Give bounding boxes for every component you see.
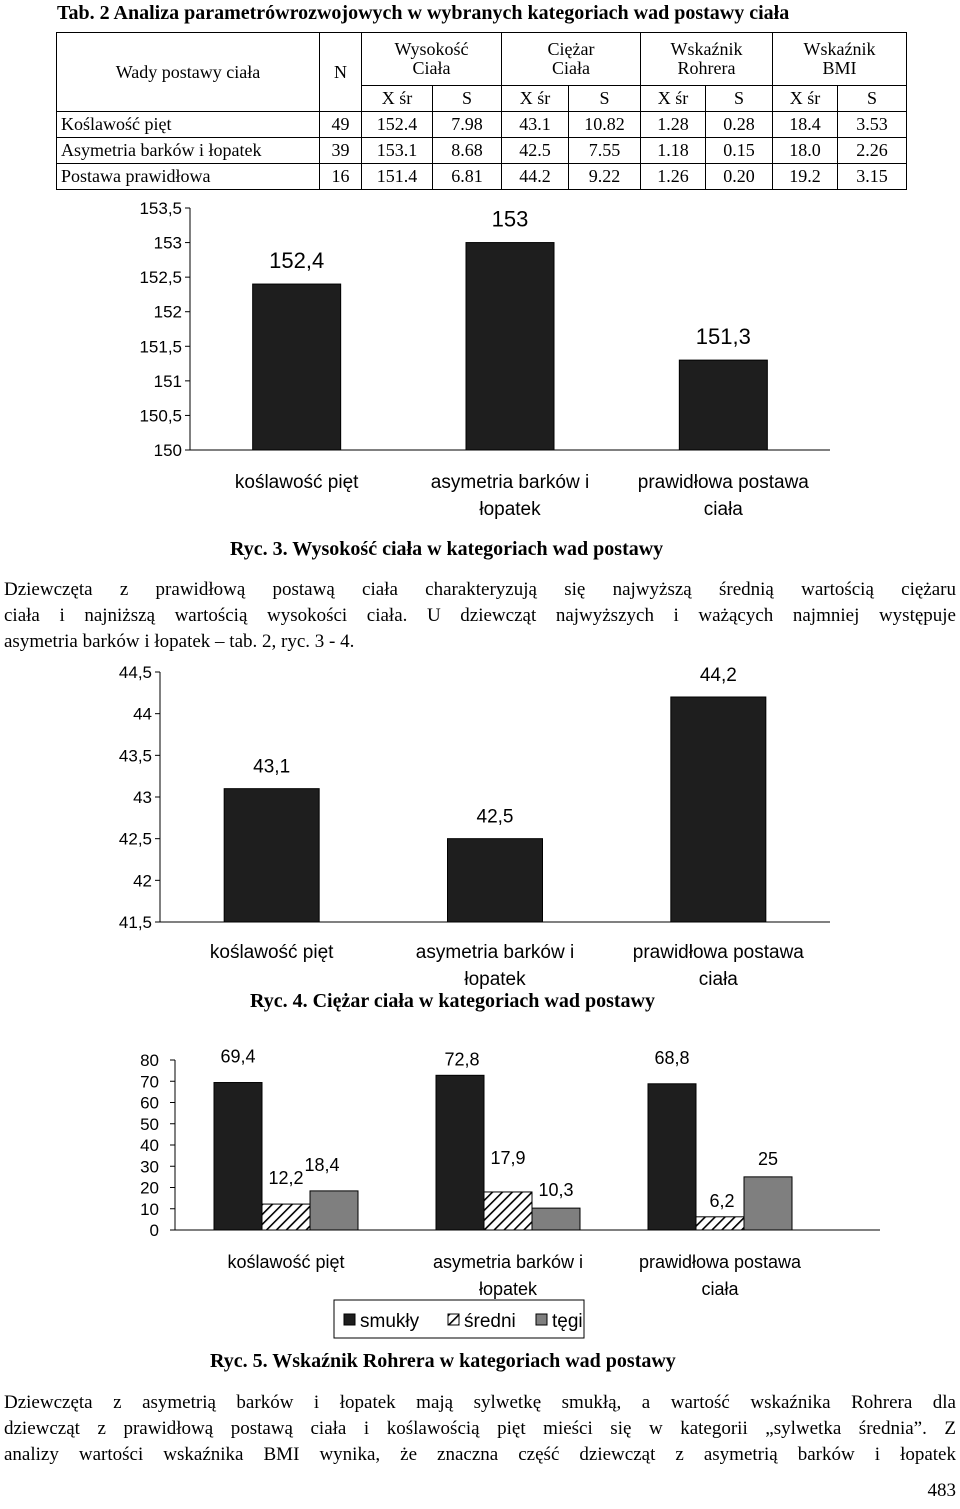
- paragraph-line: dziewcząt z prawidłową postawą ciała i koślawością pięt mieści się w kategorii „sylwetka średnia”. Z: [4, 1418, 956, 1439]
- table-cell: 9.22: [569, 164, 641, 190]
- category-label: prawidłowa postawa: [632, 942, 804, 963]
- table-cell: 3.15: [838, 164, 907, 190]
- weight-chart: [0, 655, 960, 995]
- bar: [310, 1191, 358, 1230]
- category-label: koślawość pięt: [209, 942, 334, 963]
- category-label: ciała: [701, 1279, 739, 1299]
- table-cell: 8.68: [433, 138, 502, 164]
- header-rohrer-l1: Wskaźnik: [670, 39, 743, 60]
- y-tick-label: 70: [140, 1072, 159, 1092]
- y-tick-label: 42,5: [118, 829, 152, 849]
- data-label: 12,2: [268, 1168, 304, 1189]
- category-label: koślawość pięt: [227, 1252, 345, 1272]
- table-cell: 1.28: [641, 112, 706, 138]
- bar: [648, 1084, 696, 1230]
- parameters-table: [56, 32, 907, 190]
- bar: [436, 1075, 484, 1230]
- table-caption: Tab. 2 Analiza parametrówrozwojowych w wybranych kategoriach wad postawy ciała: [57, 2, 790, 24]
- data-label: 151,3: [695, 324, 751, 350]
- header-height-l1: Wysokość: [394, 39, 469, 60]
- bar: [224, 789, 319, 922]
- table-cell: 3.53: [838, 112, 907, 138]
- y-tick-label: 42: [133, 871, 152, 891]
- paragraph-line: ciała i najniższą wartością wysokości ciała. U dziewcząt najwyższych i ważących najmniej występuje: [4, 605, 956, 626]
- table-row: [57, 112, 907, 138]
- category-label: asymetria barków i: [432, 1252, 584, 1272]
- y-tick-label: 41,5: [118, 913, 152, 932]
- table-cell: 0.28: [706, 112, 773, 138]
- y-tick-label: 150,5: [139, 406, 182, 426]
- table-cell: 0.15: [706, 138, 773, 164]
- row-label: Postawa prawidłowa: [57, 164, 320, 190]
- data-label: 10,3: [538, 1180, 574, 1201]
- y-tick-label: 44,5: [118, 663, 152, 682]
- bar: [532, 1208, 580, 1230]
- subheader-cell: X śr: [773, 86, 838, 112]
- paragraph-line: Dziewczęta z prawidłową postawą ciała charakteryzują się najwyższą średnią wartością ciężaru: [4, 579, 956, 600]
- header-weight-l1: Ciężar: [547, 39, 595, 60]
- figure-4-caption: Ryc. 4. Ciężar ciała w kategoriach wad postawy: [250, 990, 655, 1012]
- subheader-cell: S: [569, 86, 641, 112]
- category-label: łopatek: [479, 499, 541, 520]
- y-tick-label: 60: [140, 1093, 159, 1113]
- figure-3-caption: Ryc. 3. Wysokość ciała w kategoriach wad postawy: [230, 538, 664, 560]
- table-cell: 42.5: [502, 138, 569, 164]
- y-tick-label: 50: [140, 1114, 159, 1134]
- y-tick-label: 80: [140, 1051, 159, 1070]
- category-label: asymetria barków i: [430, 472, 590, 493]
- category-label: ciała: [698, 969, 738, 990]
- height-chart-svg: [0, 190, 960, 530]
- data-label: 68,8: [654, 1047, 690, 1068]
- data-label: 25: [757, 1148, 779, 1169]
- header-height-l2: Ciała: [412, 58, 451, 78]
- height-chart: [0, 190, 960, 530]
- paragraph-line: Dziewczęta z asymetrią barków i łopatek mają sylwetkę smukłą, a wartość wskaźnika Rohrera dla: [4, 1392, 956, 1413]
- row-label: Asymetria barków i łopatek: [57, 138, 320, 164]
- header-n: N: [320, 33, 362, 112]
- legend-label: średni: [464, 1311, 516, 1332]
- y-tick-label: 153,5: [139, 199, 182, 218]
- table-cell: 19.2: [773, 164, 838, 190]
- y-tick-label: 43,5: [118, 746, 152, 766]
- category-label: ciała: [703, 499, 743, 520]
- header-rohrer-l2: Rohrera: [677, 58, 736, 78]
- legend-swatch: [536, 1314, 547, 1325]
- data-label: 69,4: [220, 1046, 256, 1067]
- row-n: 16: [320, 164, 362, 190]
- table-cell: 43.1: [502, 112, 569, 138]
- table-cell: 153.1: [362, 138, 433, 164]
- page-number: 483: [927, 1480, 956, 1501]
- category-label: łopatek: [464, 969, 526, 990]
- header-weight-l2: Ciała: [552, 58, 590, 78]
- bar: [466, 243, 554, 450]
- table-cell: 6.81: [433, 164, 502, 190]
- y-tick-label: 40: [140, 1136, 159, 1155]
- weight-chart-svg: [0, 655, 960, 995]
- paragraph-2: [4, 1390, 956, 1468]
- table-cell: 44.2: [502, 164, 569, 190]
- row-n: 39: [320, 138, 362, 164]
- y-tick-label: 153: [153, 233, 182, 253]
- legend-label: smukły: [360, 1311, 420, 1332]
- y-tick-label: 44: [133, 704, 152, 724]
- header-bmi-l1: Wskaźnik: [803, 39, 876, 60]
- table-cell: 151.4: [362, 164, 433, 190]
- bar: [262, 1204, 310, 1230]
- table-cell: 2.26: [838, 138, 907, 164]
- bar: [253, 284, 341, 450]
- bar: [744, 1177, 792, 1230]
- data-label: 17,9: [490, 1147, 526, 1168]
- subheader-cell: X śr: [362, 86, 433, 112]
- category-label: łopatek: [478, 1279, 538, 1299]
- row-n: 49: [320, 112, 362, 138]
- subheader-cell: X śr: [502, 86, 569, 112]
- data-label: 72,8: [444, 1049, 480, 1070]
- table-cell: 152.4: [362, 112, 433, 138]
- table-cell: 7.55: [569, 138, 641, 164]
- table-row: [57, 138, 907, 164]
- category-label: prawidłowa postawa: [638, 1252, 802, 1272]
- bar: [679, 360, 767, 450]
- subheader-cell: S: [433, 86, 502, 112]
- category-label: asymetria barków i: [415, 942, 575, 963]
- rohrer-chart: [0, 1040, 960, 1350]
- table-cell: 10.82: [569, 112, 641, 138]
- bar: [448, 839, 543, 922]
- data-label: 152,4: [269, 248, 325, 274]
- figure-5-caption: Ryc. 5. Wskaźnik Rohrera w kategoriach wad postawy: [210, 1350, 676, 1372]
- subheader-cell: S: [706, 86, 773, 112]
- y-tick-label: 150: [153, 441, 182, 460]
- header-disease: Wady postawy ciała: [57, 33, 320, 112]
- y-tick-label: 10: [140, 1199, 159, 1219]
- y-tick-label: 151,5: [139, 337, 182, 357]
- data-label: 6,2: [709, 1190, 735, 1211]
- table-cell: 18.4: [773, 112, 838, 138]
- header-height: [362, 33, 502, 86]
- paragraph-line: analizy wartości wskaźnika BMI wynika, że znaczna część dziewcząt z asymetrią barków i łopatek: [4, 1444, 956, 1465]
- legend-swatch: [344, 1314, 355, 1325]
- y-tick-label: 30: [140, 1157, 159, 1177]
- header-bmi-l2: BMI: [822, 58, 857, 78]
- bar: [671, 697, 766, 922]
- table-cell: 7.98: [433, 112, 502, 138]
- bar: [696, 1217, 744, 1230]
- data-label: 44,2: [699, 665, 737, 686]
- y-tick-label: 152,5: [139, 268, 182, 288]
- data-label: 43,1: [253, 756, 291, 778]
- table-row: [57, 164, 907, 190]
- table-cell: 1.18: [641, 138, 706, 164]
- y-tick-label: 152: [153, 302, 182, 322]
- y-tick-label: 151: [153, 371, 182, 391]
- bar: [214, 1083, 262, 1230]
- subheader-cell: X śr: [641, 86, 706, 112]
- bar: [484, 1192, 532, 1230]
- category-label: koślawość pięt: [234, 472, 359, 493]
- table-header-row: [57, 33, 907, 86]
- header-weight: [502, 33, 641, 86]
- rohrer-chart-svg: [0, 1040, 960, 1350]
- y-tick-label: 43: [133, 788, 152, 807]
- header-bmi: [773, 33, 907, 86]
- category-label: prawidłowa postawa: [637, 472, 809, 493]
- paragraph-line: asymetria barków i łopatek – tab. 2, ryc. 3 - 4.: [4, 631, 355, 652]
- legend-label: tęgi: [552, 1311, 583, 1332]
- data-label: 153: [491, 206, 529, 232]
- y-tick-label: 20: [140, 1178, 159, 1198]
- header-rohrer: [641, 33, 773, 86]
- data-label: 42,5: [476, 806, 514, 828]
- legend-swatch: [448, 1314, 459, 1325]
- table-cell: 1.26: [641, 164, 706, 190]
- data-label: 18,4: [304, 1154, 340, 1175]
- subheader-cell: S: [838, 86, 907, 112]
- y-tick-label: 0: [149, 1221, 159, 1240]
- paragraph-1: [4, 577, 956, 655]
- table-cell: 0.20: [706, 164, 773, 190]
- row-label: Koślawość pięt: [57, 112, 320, 138]
- table-cell: 18.0: [773, 138, 838, 164]
